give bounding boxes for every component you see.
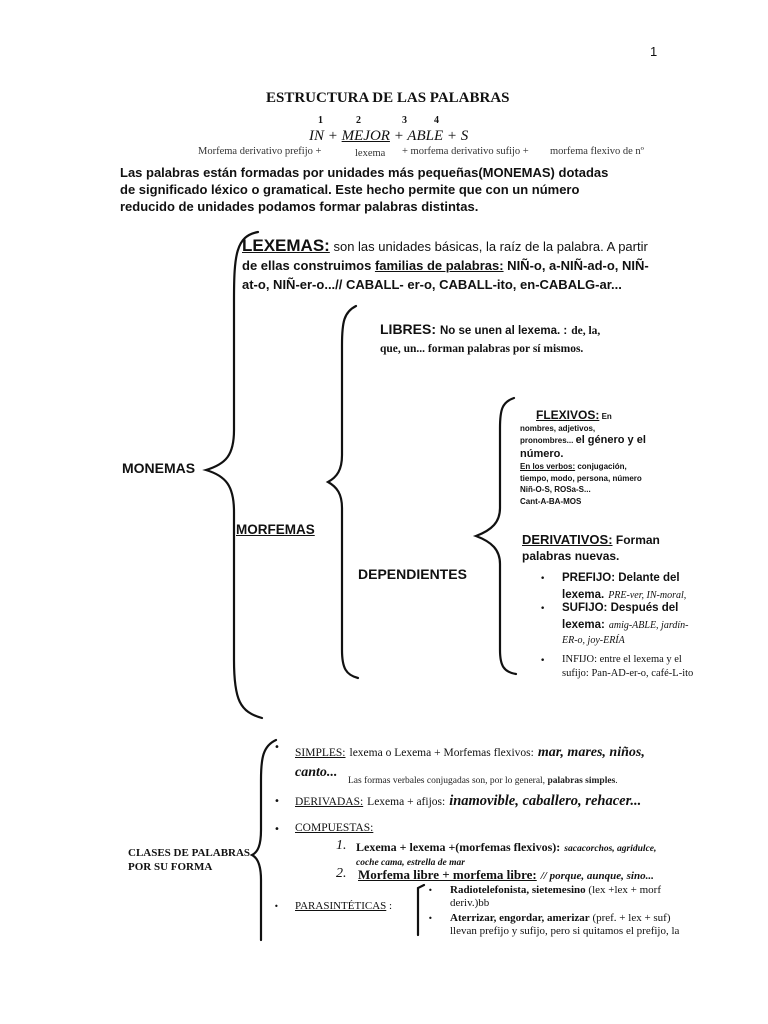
formula-prefix: IN — [309, 128, 324, 144]
simples-text: lexema o Lexema + Morfemas flexivos: — [349, 747, 534, 759]
libres-text-1: No se unen al lexema. : — [440, 325, 568, 337]
sufijo-label: SUFIJO: — [562, 602, 608, 614]
formula-number-4: 4 — [434, 115, 439, 126]
sufijo-text: Después del — [610, 602, 679, 614]
flexivos-block — [520, 410, 646, 507]
flexivos-line-8: Cant-A-BA-MOS — [520, 496, 582, 506]
sufijo-item — [562, 601, 688, 648]
compuestas-item-2-examples: // porque, aunque, sino... — [540, 870, 654, 882]
simples-note — [348, 776, 618, 786]
formula-caption-prefix: Morfema derivativo prefijo + — [198, 146, 322, 157]
parasinteticas-item-1-text: (lex +lex + morf — [588, 884, 661, 896]
derivadas-text: Lexema + afijos: — [367, 796, 446, 808]
compuestas-item-1-examples-2: coche cama, estrella de mar — [356, 858, 465, 868]
derivativos-term: DERIVATIVOS: — [522, 532, 613, 547]
formula-rest: + ABLE + S — [393, 128, 469, 144]
libres-text-1b: de, la, — [571, 325, 601, 337]
compuestas-num-1: 1. — [336, 838, 347, 853]
page-number: 1 — [650, 44, 658, 59]
lexemas-text-2c: NIÑ-o, a-NIÑ-ad-o, NIÑ- — [503, 258, 649, 273]
simples-term: SIMPLES: — [295, 747, 346, 759]
flexivos-line-3b: el género y el — [575, 434, 646, 446]
prefijo-label: PREFIJO: — [562, 572, 616, 584]
parasinteticas-bullet: • — [274, 902, 279, 911]
page-title: ESTRUCTURA DE LAS PALABRAS — [266, 90, 510, 106]
parasinteticas-colon: : — [389, 900, 393, 912]
sufijo-examples: amig-ABLE, jardín- — [608, 620, 689, 631]
simples-note-a: Las formas verbales conjugadas son, por lo general, — [348, 776, 548, 786]
lexemas-families: familias de palabras: — [374, 258, 504, 273]
libres-term: LIBRES: — [380, 321, 436, 337]
prefijo-item — [562, 571, 686, 603]
prefijo-examples: PRE-ver, IN-moral, — [608, 590, 687, 601]
monemas-brace — [206, 232, 262, 718]
derivadas-bullet: • — [274, 796, 280, 807]
parasinteticas-item-1-text-2: deriv.)bb — [450, 897, 490, 909]
parasinteticas-item-2-bold: Aterrizar, engordar, amerizar — [450, 912, 590, 924]
morfemas-label: MORFEMAS — [236, 522, 315, 537]
clases-brace — [252, 740, 276, 940]
sufijo-bullet: • — [540, 604, 546, 614]
derivadas-item — [295, 792, 641, 810]
formula-caption-suffix: + morfema derivativo sufijo + — [402, 146, 529, 157]
infijo-text: entre el lexema y el — [599, 654, 682, 665]
parasinteticas-item-1 — [450, 884, 661, 910]
flexivos-verbs-label: En los verbos: — [520, 462, 576, 471]
parasinteticas-item-1-bold: Radiotelefonista, sietemesino — [450, 884, 586, 896]
dependientes-label: DEPENDIENTES — [358, 566, 467, 582]
intro-line-1: Las palabras están formadas por unidades más pequeñas(MONEMAS) dotadas — [120, 165, 609, 180]
compuestas-item-2 — [358, 866, 654, 884]
formula-number-3: 3 — [402, 115, 407, 126]
infijo-text-2: sufijo: Pan-AD-er-o, café-L-ito — [562, 668, 694, 679]
derivadas-examples: inamovible, caballero, rehacer... — [449, 793, 642, 809]
flexivos-line-7: Niñ-O-S, ROSa-S... — [520, 485, 591, 494]
prefijo-bullet: • — [540, 574, 546, 584]
lexemas-text-1: son las unidades básicas, la raíz de la palabra. A partir — [333, 239, 648, 254]
compuestas-num-2: 2. — [336, 866, 347, 881]
parasinteticas-term: PARASINTÉTICAS — [295, 900, 387, 912]
formula-number-1: 1 — [318, 115, 323, 126]
infijo-label: INFIJO: — [562, 654, 598, 665]
lexemas-term: LEXEMAS: — [242, 236, 330, 255]
libres-block — [380, 320, 600, 358]
parasinteticas-item-2-text: (pref. + lex + suf) — [592, 912, 671, 924]
lexemas-block — [242, 236, 649, 294]
parasinteticas-item-1-bullet: • — [428, 886, 433, 895]
flexivos-line-5b: conjugación, — [575, 462, 627, 471]
intro-line-3: reducido de unidades podamos formar palabras distintas. — [120, 199, 479, 214]
compuestas-item-1-text: Lexema + lexema +(morfemas flexivos): — [356, 840, 561, 854]
sufijo-text-2: lexema: — [562, 619, 605, 631]
intro-paragraph — [120, 164, 608, 215]
compuestas-term: COMPUESTAS: — [295, 822, 374, 834]
compuestas-item-1-examples: sacacorchos, agridulce, — [564, 844, 657, 854]
derivativos-block — [522, 532, 660, 564]
parasinteticas-item-2 — [450, 912, 679, 938]
formula-lexeme: MEJOR — [341, 128, 390, 144]
parasinteticas-brace — [418, 885, 424, 935]
prefijo-text: Delante del — [618, 572, 680, 584]
clases-label-1: CLASES DE PALABRAS — [128, 847, 251, 859]
infijo-bullet: • — [540, 656, 546, 666]
monemas-label: MONEMAS — [122, 460, 196, 476]
simples-bullet: • — [274, 742, 280, 753]
parasinteticas-item-2-text-2: llevan prefijo y sufijo, pero si quitamos el prefijo, la — [450, 925, 680, 937]
formula-number-2: 2 — [356, 115, 361, 126]
prefijo-text-2: lexema. — [562, 589, 605, 601]
compuestas-bullet: • — [274, 824, 280, 835]
simples-examples-2: canto... — [295, 765, 338, 780]
clases-label — [128, 846, 250, 874]
parasinteticas-item-2-bullet: • — [428, 914, 433, 923]
sufijo-examples-2: ER-o, joy-ERÍA — [562, 635, 625, 646]
formula-caption-lexeme: lexema — [355, 148, 386, 159]
flexivos-line-3a: pronombres... — [520, 436, 574, 445]
libres-text-2: que, un... forman palabras por sí mismos. — [380, 343, 584, 355]
infijo-item — [562, 653, 693, 681]
dependientes-brace — [476, 398, 516, 674]
derivativos-text-2: palabras nuevas. — [522, 549, 620, 563]
clases-label-2: POR SU FORMA — [128, 861, 213, 873]
simples-examples: mar, mares, niños, — [537, 745, 645, 760]
formula-caption-flexive: morfema flexivo de nº — [550, 146, 644, 157]
formula — [309, 128, 468, 145]
intro-line-2: de significado léxico o gramatical. Este hecho permite que con un número — [120, 182, 580, 197]
flexivos-line-2: nombres, adjetivos, — [520, 423, 596, 433]
derivativos-text-1: Forman — [615, 533, 660, 547]
flexivos-line-6: tiempo, modo, persona, número — [520, 473, 642, 483]
compuestas-item-2-text: Morfema libre + morfema libre: — [358, 867, 537, 882]
lexemas-text-3: at-o, NIÑ-er-o...// CABALL- er-o, CABALL-ito, en-CABALG-ar... — [242, 277, 622, 292]
flexivos-text-en: En — [601, 412, 612, 421]
flexivos-line-4: número. — [520, 448, 564, 460]
lexemas-text-2a: de ellas construimos — [242, 258, 375, 273]
morfemas-brace — [328, 306, 358, 678]
formula-plus: + — [327, 128, 338, 144]
parasinteticas-label — [295, 900, 392, 912]
simples-note-b: palabras simples — [547, 776, 616, 786]
simples-note-c: . — [615, 776, 618, 786]
flexivos-term: FLEXIVOS: — [536, 408, 600, 422]
derivadas-term: DERIVADAS: — [295, 796, 364, 808]
